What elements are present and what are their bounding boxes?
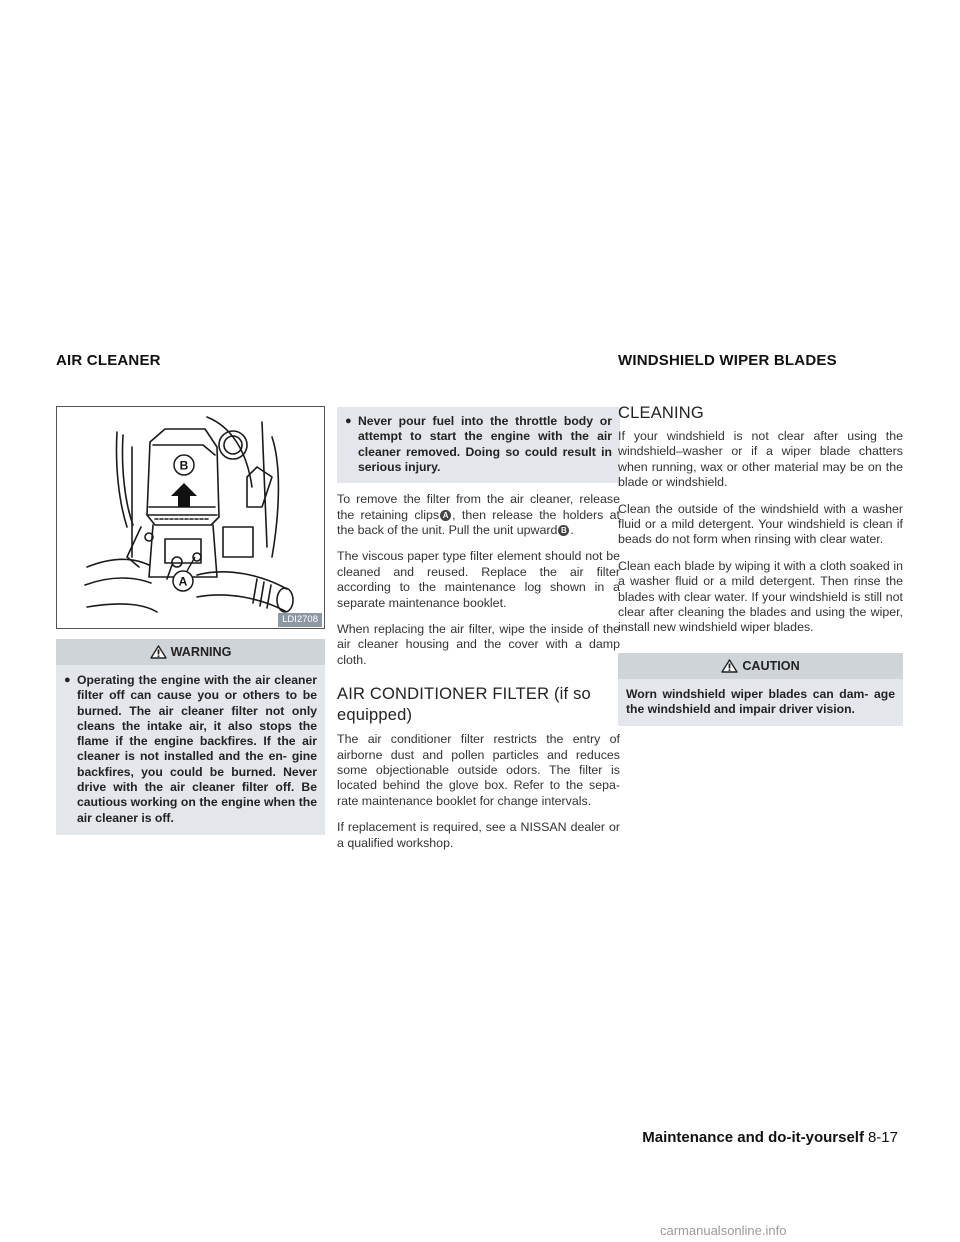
- figure-label-a: A: [178, 574, 188, 589]
- watermark: carmanualsonline.info: [660, 1223, 787, 1238]
- filter-removal-paragraph: To remove the filter from the air cleaner, release the retaining clips A , then release the holders at the back of the unit. Pull the unit upward B .: [337, 492, 620, 537]
- warning-header: [56, 639, 325, 665]
- engine-figure: [56, 406, 325, 629]
- page-footer: [642, 1129, 898, 1146]
- callout-a-marker: A: [440, 510, 451, 521]
- caution-icon: [721, 659, 738, 673]
- ac-filter-heading: AIR CONDITIONER FILTER (if so equipped): [337, 685, 591, 725]
- caution-heading: CAUTION: [742, 658, 800, 673]
- warning-icon: [150, 645, 167, 659]
- warning-bullet-text: Operating the engine with the air cleaner filter off can cause you or others to be burned. The air cleaner filter not only cleans the intake air, it also stops the flame if the engine backfires. If the air cleaner is not installed and the en- gine backfires, you could be burned. Never drive with the air cleaner filter off. Be cautious working on the engine when the air cleaner is off.: [77, 673, 317, 825]
- warning-bullet: [64, 673, 317, 826]
- section-title-wiper-blades: WINDSHIELD WIPER BLADES: [618, 352, 837, 369]
- ac-dealer-paragraph: If replacement is required, see a NISSAN dealer or a qualified workshop.: [337, 820, 620, 850]
- ac-filter-paragraph: The air conditioner filter restricts the entry of airborne dust and pollen particles and reduces some objectionable outside odors. The filter is located behind the glove box. Refer to the sepa- rate maintenance booklet for change intervals.: [337, 732, 620, 808]
- warning-box: [56, 639, 325, 835]
- figure-label-b: B: [179, 458, 189, 473]
- filter-element-paragraph: The viscous paper type filter element should not be cleaned and reused. Replace the air filter according to the maintenance log shown in a separate maintenance booklet.: [337, 549, 620, 610]
- warning-bullet: [345, 414, 612, 475]
- bullet-dot: ●: [64, 674, 71, 686]
- warning-heading: WARNING: [170, 645, 232, 659]
- caution-box: [618, 653, 903, 727]
- right-column: [618, 403, 903, 726]
- cleaning-heading: CLEANING: [618, 404, 704, 422]
- footer-section: Maintenance and do-it-yourself: [642, 1129, 864, 1146]
- bullet-dot: ●: [345, 415, 352, 427]
- caution-header: [618, 653, 903, 679]
- cleaning-paragraph-1: If your windshield is not clear after using the windshield–washer or if a wiper blade chatters when running, wax or other material may be on the blade or windshield.: [618, 429, 903, 490]
- middle-column: [337, 407, 620, 862]
- warning-box-continued: [337, 407, 620, 483]
- filter-replace-paragraph: When replacing the air filter, wipe the inside of the air cleaner housing and the cover with a damp cloth.: [337, 622, 620, 667]
- air-cleaner-illustration: [57, 407, 324, 628]
- page-number: 8-17: [867, 1129, 898, 1146]
- section-title-air-cleaner: AIR CLEANER: [56, 352, 161, 369]
- cleaning-paragraph-3: Clean each blade by wiping it with a cloth soaked in a washer fluid or a mild detergent. Then rinse the blades with clear water. If your windshield is still not clear after cleaning the blades and using the wiper, install new windshield wiper blades.: [618, 558, 903, 635]
- warning-bullet-text: Never pour fuel into the throttle body or attempt to start the engine with the air cleaner removed. Doing so could result in serious injury.: [358, 414, 612, 474]
- caution-text: Worn windshield wiper blades can dam- age the windshield and impair driver vision.: [626, 686, 895, 717]
- figure-code: LDI2708: [278, 613, 322, 627]
- cleaning-paragraph-2: Clean the outside of the windshield with a washer fluid or a mild detergent. Your windshield is clean if beads do not form when rinsing with clear water.: [618, 501, 903, 547]
- callout-b-marker: B: [558, 525, 569, 536]
